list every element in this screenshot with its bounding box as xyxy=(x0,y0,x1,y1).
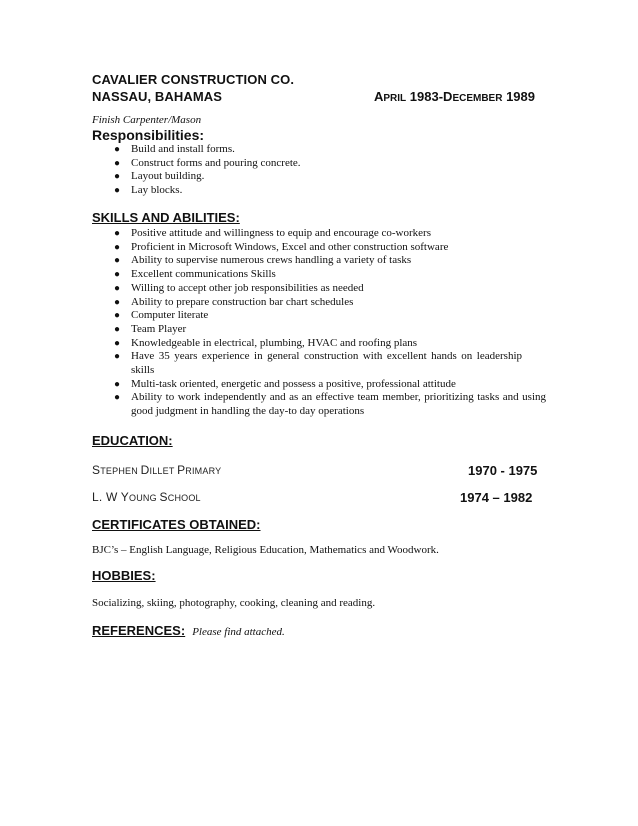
dates-end: 1989 xyxy=(506,89,535,104)
school-name-part: S xyxy=(92,463,101,477)
list-item xyxy=(114,309,546,323)
dates-mid: 1983-D xyxy=(409,89,453,104)
school-name-part: S xyxy=(159,490,168,504)
bullet-icon: ● xyxy=(114,269,121,281)
bullet-icon: ● xyxy=(114,241,121,253)
responsibilities-list xyxy=(114,143,546,198)
dates-small-a: PRIL xyxy=(383,93,407,104)
school-name-part: TEPHEN xyxy=(100,466,141,476)
company-location: NASSAU, BAHAMAS xyxy=(92,89,223,104)
list-item-text: Willing to accept other job responsibilities as needed xyxy=(131,281,364,294)
skills-list xyxy=(114,227,546,419)
dates-small-b: ECEMBER xyxy=(452,93,503,104)
hobbies-heading: HOBBIES: xyxy=(92,568,156,583)
list-item xyxy=(114,350,546,377)
list-item xyxy=(114,170,546,184)
list-item xyxy=(114,296,546,310)
bullet-icon: ● xyxy=(114,228,121,239)
list-item-text: Ability to supervise numerous crews handling a variety of tasks xyxy=(131,254,412,267)
references-line xyxy=(92,622,285,640)
list-item-text: Team Player xyxy=(131,322,187,335)
bullet-icon: ● xyxy=(114,157,121,169)
list-item xyxy=(114,391,546,418)
education-heading: EDUCATION: xyxy=(92,433,173,448)
bullet-icon: ● xyxy=(114,392,121,404)
list-item xyxy=(114,323,546,337)
school-name-part: L. W xyxy=(92,490,121,504)
bullet-icon: ● xyxy=(114,255,121,267)
list-item-text: Computer literate xyxy=(131,309,209,322)
company-name: CAVALIER CONSTRUCTION CO. xyxy=(92,72,295,87)
school-name-part: ILLET xyxy=(149,466,178,476)
list-item-text: Proficient in Microsoft Windows, Excel and other construction software xyxy=(131,240,449,253)
job-role: Finish Carpenter/Mason xyxy=(92,114,202,126)
school-years: 1974 – 1982 xyxy=(460,490,533,505)
school-years: 1970 - 1975 xyxy=(468,463,538,478)
bullet-icon: ● xyxy=(114,310,121,322)
school-name xyxy=(92,490,201,504)
list-item-text: Build and install forms. xyxy=(131,143,235,155)
dates-cap-a: A xyxy=(374,89,384,104)
responsibilities-heading: Responsibilities: xyxy=(92,127,205,143)
list-item xyxy=(114,378,546,392)
bullet-icon: ● xyxy=(114,337,121,349)
school-name-part: CHOOL xyxy=(167,493,201,503)
list-item xyxy=(114,143,546,157)
school-name-part: OUNG xyxy=(129,493,160,503)
list-item-text: Lay blocks. xyxy=(131,184,183,197)
list-item xyxy=(114,184,546,198)
school-name-part: D xyxy=(140,463,150,477)
list-item-text: Positive attitude and willingness to equip and encourage co-workers xyxy=(131,227,431,239)
school-name-part: RIMARY xyxy=(185,466,222,476)
school-name-part: Y xyxy=(120,490,130,504)
list-item-text: Multi-task oriented, energetic and possess a positive, professional attitude xyxy=(131,377,456,390)
list-item xyxy=(114,157,546,171)
bullet-icon: ● xyxy=(114,282,121,294)
list-item-text: Excellent communications Skills xyxy=(131,268,276,281)
certificates-heading: CERTIFICATES OBTAINED: xyxy=(92,517,261,532)
references-text: Please find attached. xyxy=(192,626,285,638)
list-item-text: Ability to work independently and as an effective team member, prioritizing tasks and using good judgment in handling the day-to day operations xyxy=(131,391,546,418)
list-item xyxy=(114,254,546,268)
list-item xyxy=(114,282,546,296)
list-item xyxy=(114,227,546,241)
certificates-text: BJC’s – English Language, Religious Education, Mathematics and Woodwork. xyxy=(92,544,439,556)
bullet-icon: ● xyxy=(114,171,121,183)
list-item xyxy=(114,337,546,351)
list-item xyxy=(114,241,546,255)
list-item-text: Knowledgeable in electrical, plumbing, HVAC and roofing plans xyxy=(131,336,418,349)
list-item-text: Layout building. xyxy=(131,170,205,183)
bullet-icon: ● xyxy=(114,144,121,155)
references-heading: REFERENCES: xyxy=(92,623,186,638)
list-item xyxy=(114,268,546,282)
bullet-icon: ● xyxy=(114,378,121,390)
school-name xyxy=(92,463,221,477)
bullet-icon: ● xyxy=(114,185,121,197)
hobbies-text: Socializing, skiing, photography, cooking, cleaning and reading. xyxy=(92,597,376,609)
bullet-icon: ● xyxy=(114,351,121,363)
employment-dates xyxy=(374,89,535,104)
bullet-icon: ● xyxy=(114,296,121,308)
bullet-icon: ● xyxy=(114,323,121,335)
school-name-part: P xyxy=(177,463,186,477)
list-item-text: Ability to prepare construction bar chart schedules xyxy=(131,295,354,308)
list-item-text: Construct forms and pouring concrete. xyxy=(131,156,301,169)
skills-heading: SKILLS AND ABILITIES: xyxy=(92,210,240,225)
list-item-text: Have 35 years experience in general construction with excellent hands on leadership skills xyxy=(131,350,522,377)
